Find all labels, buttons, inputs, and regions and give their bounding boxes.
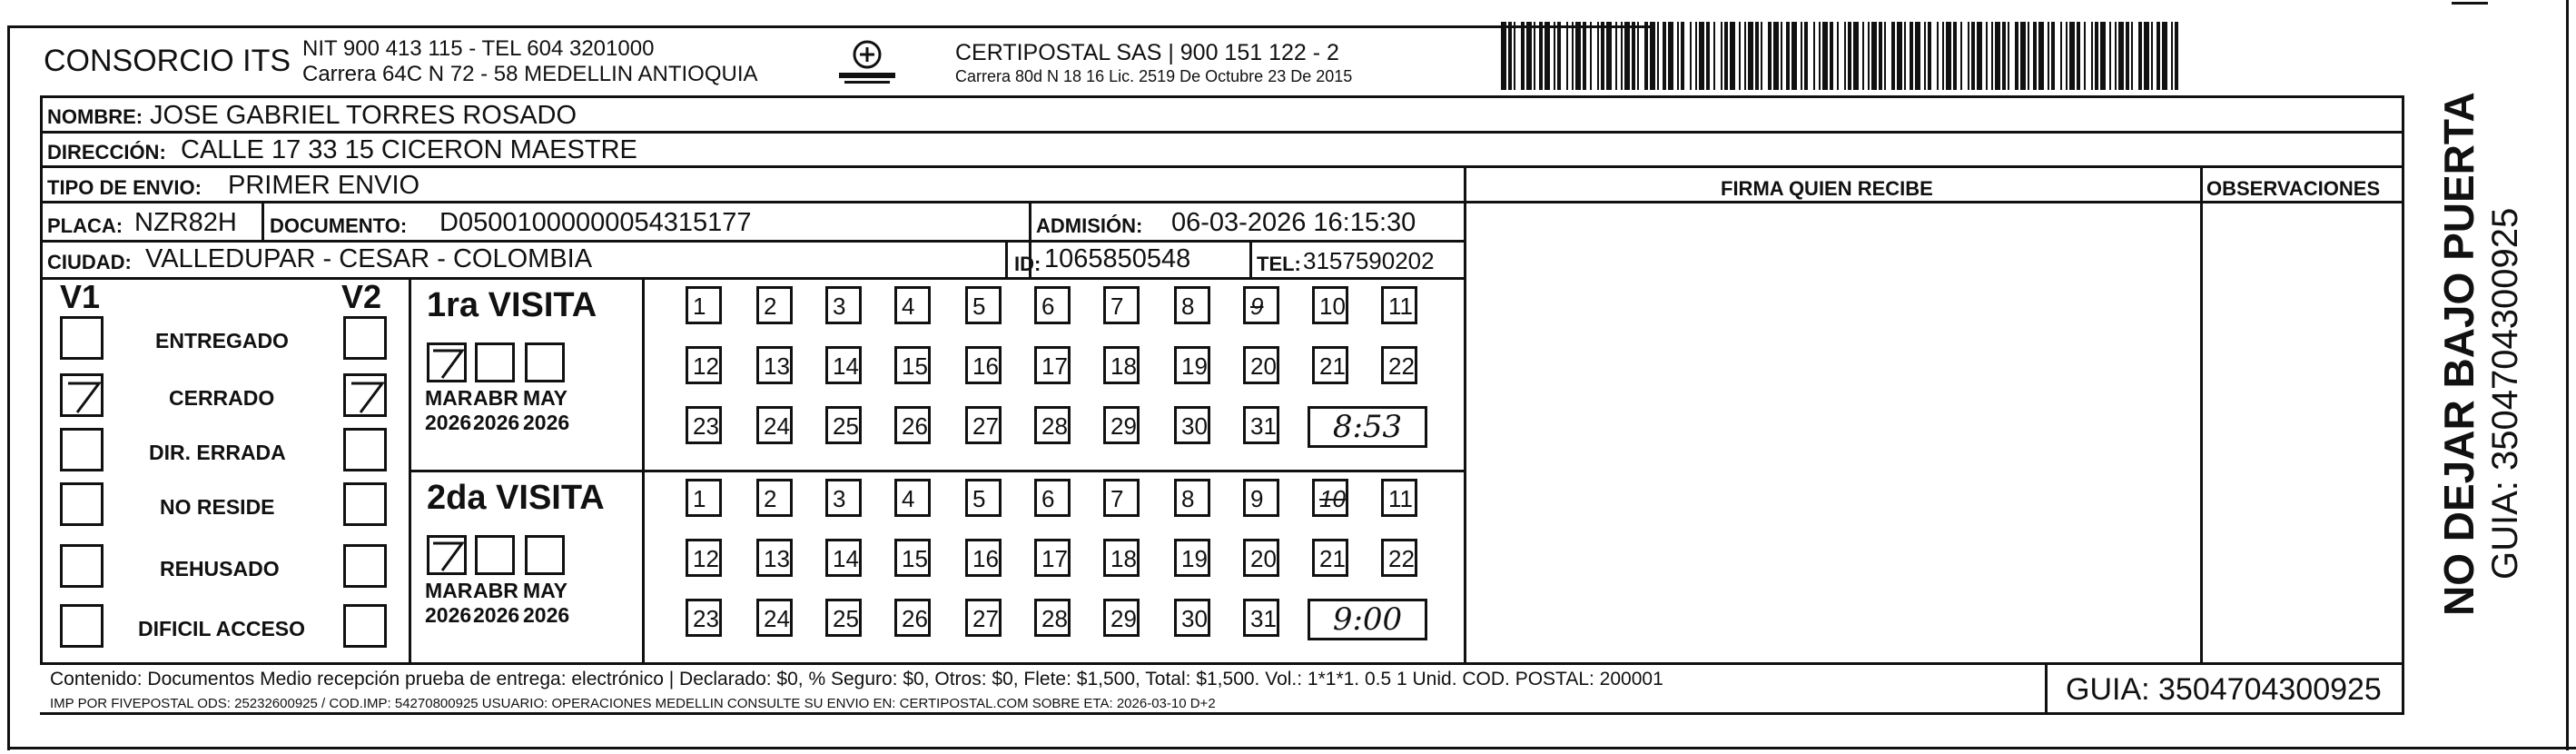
- frame-top-border: [7, 25, 1651, 28]
- day-cell[interactable]: 5: [965, 286, 1002, 324]
- frame-left-border: [7, 27, 10, 750]
- day-cell[interactable]: 9: [1243, 286, 1279, 324]
- tel-divider: [1249, 240, 1252, 277]
- nombre-value: JOSE GABRIEL TORRES ROSADO: [150, 101, 577, 130]
- footer-guia: GUIA: 3504704300925: [2066, 672, 2382, 707]
- visit-time-box[interactable]: 9:00: [1308, 599, 1427, 640]
- footer-line-2: IMP POR FIVEPOSTAL ODS: 25232600925 / COD.IMP: 54270800925 USUARIO: OPERACIONES MEDELLIN CONSULTE SU ENVIO EN: CERTIPOSTAL.COM SOBRE ETA: 2026-03-10 D+2: [50, 696, 1216, 711]
- day-cell[interactable]: 13: [756, 346, 793, 384]
- day-cell[interactable]: 2: [756, 479, 793, 517]
- day-cell[interactable]: 1: [686, 479, 722, 517]
- year-label: 2026: [523, 603, 570, 627]
- day-cell[interactable]: 24: [756, 599, 793, 637]
- v2-checkbox[interactable]: [343, 604, 387, 648]
- v1-checkbox[interactable]: [60, 428, 104, 471]
- firma-header: FIRMA QUIEN RECIBE: [1721, 177, 1933, 200]
- admision-value: 06-03-2026 16:15:30: [1171, 208, 1416, 237]
- side-guia: GUIA: 3504704300925: [2485, 207, 2525, 580]
- day-cell[interactable]: 28: [1034, 599, 1071, 637]
- table-top-border: [40, 95, 2404, 98]
- admision-label: ADMISIÓN:: [1036, 214, 1143, 237]
- day-cell[interactable]: 31: [1243, 406, 1279, 444]
- day-cell[interactable]: 12: [686, 539, 722, 577]
- month-checkbox[interactable]: [525, 535, 565, 575]
- id-label: ID:: [1014, 253, 1041, 275]
- day-cell[interactable]: 25: [825, 406, 862, 444]
- v2-checkbox[interactable]: [343, 482, 387, 526]
- visit2-title: 2da VISITA: [427, 479, 605, 517]
- footer-guia-divider: [2045, 662, 2048, 713]
- id-divider: [1005, 240, 1008, 277]
- year-label: 2026: [473, 411, 520, 434]
- visit-time-box[interactable]: 8:53: [1308, 406, 1427, 448]
- tel-label: TEL:: [1257, 253, 1301, 275]
- frame-bottom-border: [7, 747, 2576, 749]
- id-value: 1065850548: [1044, 244, 1191, 273]
- day-cell[interactable]: 18: [1103, 539, 1140, 577]
- day-cell[interactable]: 22: [1381, 539, 1417, 577]
- v1-checkbox[interactable]: [60, 316, 104, 360]
- v1-checkbox[interactable]: [60, 604, 104, 648]
- year-label: 2026: [473, 603, 520, 627]
- day-cell[interactable]: 13: [756, 539, 793, 577]
- visit-separator: [409, 470, 1466, 472]
- day-cell[interactable]: 10: [1312, 286, 1348, 324]
- day-cell[interactable]: 6: [1034, 479, 1071, 517]
- year-label: 2026: [425, 411, 472, 434]
- v2-heading: V2: [341, 278, 382, 315]
- status-option-label: DIFICIL ACCESO: [138, 617, 306, 640]
- frame-top-right-edge: [2452, 2, 2488, 5]
- placa-label: PLACA:: [47, 214, 123, 237]
- observaciones-column-left: [2200, 165, 2203, 662]
- day-cell[interactable]: 27: [965, 599, 1002, 637]
- day-cell[interactable]: 15: [894, 539, 931, 577]
- day-cell[interactable]: 6: [1034, 286, 1071, 324]
- month-checkbox[interactable]: [525, 342, 565, 382]
- v2-checkbox[interactable]: [343, 544, 387, 588]
- day-cell[interactable]: 4: [894, 479, 931, 517]
- day-cell[interactable]: 8: [1174, 286, 1210, 324]
- day-cell[interactable]: 7: [1103, 479, 1140, 517]
- day-cell[interactable]: 7: [1103, 286, 1140, 324]
- observaciones-header: OBSERVACIONES: [2206, 177, 2381, 200]
- day-cell[interactable]: 19: [1174, 539, 1210, 577]
- direccion-label: DIRECCIÓN:: [47, 141, 166, 164]
- nombre-label: NOMBRE:: [47, 105, 143, 128]
- day-cell[interactable]: 10: [1312, 479, 1348, 517]
- day-cell[interactable]: 9: [1243, 479, 1279, 517]
- row-line-3: [40, 201, 1466, 203]
- placa-value: NZR82H: [134, 208, 237, 237]
- day-cell[interactable]: 14: [825, 346, 862, 384]
- firma-column-left: [1464, 165, 1466, 662]
- month-checkbox[interactable]: [475, 535, 515, 575]
- day-cell[interactable]: 21: [1312, 539, 1348, 577]
- day-cell[interactable]: 11: [1381, 479, 1417, 517]
- day-cell[interactable]: 12: [686, 346, 722, 384]
- month-checkbox[interactable]: [427, 342, 467, 382]
- day-cell[interactable]: 18: [1103, 346, 1140, 384]
- day-cell[interactable]: 11: [1381, 286, 1417, 324]
- v2-checkbox[interactable]: [343, 316, 387, 360]
- barcode: [1501, 22, 2180, 90]
- side-warning: NO DEJAR BAJO PUERTA: [2435, 92, 2482, 616]
- company-name: CONSORCIO ITS: [44, 44, 291, 78]
- month-label: ABR: [473, 386, 518, 410]
- visit1-title: 1ra VISITA: [427, 286, 597, 324]
- month-label: MAY: [523, 386, 568, 410]
- month-label: MAR: [425, 579, 473, 602]
- day-cell[interactable]: 1: [686, 286, 722, 324]
- day-cell[interactable]: 31: [1243, 599, 1279, 637]
- day-cell[interactable]: 21: [1312, 346, 1348, 384]
- day-cell[interactable]: 25: [825, 599, 862, 637]
- day-cell[interactable]: 30: [1174, 406, 1210, 444]
- day-cell[interactable]: 30: [1174, 599, 1210, 637]
- v2-checkbox[interactable]: [343, 373, 387, 417]
- month-label: MAR: [425, 386, 473, 410]
- tel-value: 3157590202: [1303, 247, 1435, 274]
- day-cell[interactable]: 24: [756, 406, 793, 444]
- day-cell[interactable]: 8: [1174, 479, 1210, 517]
- day-cell[interactable]: 23: [686, 406, 722, 444]
- row-line-2: [40, 165, 2404, 168]
- day-cell[interactable]: 29: [1103, 599, 1140, 637]
- status-option-label: NO RESIDE: [160, 495, 275, 519]
- carrier-line-1: CERTIPOSTAL SAS | 900 151 122 - 2: [955, 40, 1339, 65]
- day-cell[interactable]: 16: [965, 346, 1002, 384]
- v2-checkbox[interactable]: [343, 428, 387, 471]
- tipo-envio-value: PRIMER ENVIO: [228, 171, 420, 200]
- company-line-2: Carrera 64C N 72 - 58 MEDELLIN ANTIOQUIA: [302, 62, 758, 86]
- footer-line-1: Contenido: Documentos Medio recepción prueba de entrega: electrónico | Declarado: $0, % Seguro: $0, Otros: $0, Flete: $1,500, Total: $1,500. Vol.: 1*1*1. 0.5 1 Unid. COD. POSTAL: 200001: [50, 669, 1663, 690]
- day-cell[interactable]: 2: [756, 286, 793, 324]
- footer-bottom-line: [40, 712, 2404, 715]
- day-cell[interactable]: 15: [894, 346, 931, 384]
- ciudad-label: CIUDAD:: [47, 251, 132, 273]
- day-cell[interactable]: 4: [894, 286, 931, 324]
- status-option-label: CERRADO: [169, 386, 275, 410]
- v1-heading: V1: [60, 278, 101, 315]
- month-checkbox[interactable]: [427, 535, 467, 575]
- documento-value: D05001000000054315177: [439, 208, 752, 237]
- row-line-1: [40, 131, 2404, 134]
- status-option-label: ENTREGADO: [155, 329, 289, 352]
- month-label: MAY: [523, 579, 568, 602]
- ciudad-value: VALLEDUPAR - CESAR - COLOMBIA: [145, 244, 593, 273]
- year-label: 2026: [425, 603, 472, 627]
- v1-checkbox[interactable]: [60, 373, 104, 417]
- carrier-line-2: Carrera 80d N 18 16 Lic. 2519 De Octubre 23 De 2015: [955, 67, 1353, 85]
- row-line-5: [40, 277, 1466, 280]
- table-left-border: [40, 95, 43, 662]
- month-label: ABR: [473, 579, 518, 602]
- year-label: 2026: [523, 411, 570, 434]
- day-cell[interactable]: 28: [1034, 406, 1071, 444]
- day-cell[interactable]: 5: [965, 479, 1002, 517]
- day-cell[interactable]: 26: [894, 599, 931, 637]
- footer-top-line: [40, 662, 2404, 665]
- documento-label: DOCUMENTO:: [270, 214, 408, 237]
- status-option-label: DIR. ERRADA: [149, 441, 286, 464]
- day-cell[interactable]: 19: [1174, 346, 1210, 384]
- day-cell[interactable]: 17: [1034, 346, 1071, 384]
- company-line-1: NIT 900 413 115 - TEL 604 3201000: [302, 36, 655, 61]
- placa-divider: [262, 201, 264, 240]
- certipostal-logo: [835, 36, 899, 87]
- month-checkbox[interactable]: [475, 342, 515, 382]
- row-line-3b: [1466, 201, 2404, 203]
- v1-checkbox[interactable]: [60, 544, 104, 588]
- day-cell[interactable]: 3: [825, 479, 862, 517]
- status-option-label: REHUSADO: [160, 557, 280, 580]
- day-cell[interactable]: 29: [1103, 406, 1140, 444]
- day-cell[interactable]: 20: [1243, 346, 1279, 384]
- direccion-value: CALLE 17 33 15 CICERON MAESTRE: [181, 135, 637, 164]
- table-right-border: [2402, 95, 2404, 713]
- day-cell[interactable]: 27: [965, 406, 1002, 444]
- day-cell[interactable]: 26: [894, 406, 931, 444]
- tipo-envio-label: TIPO DE ENVIO:: [47, 176, 202, 199]
- day-cell[interactable]: 17: [1034, 539, 1071, 577]
- day-cell[interactable]: 23: [686, 599, 722, 637]
- day-cell[interactable]: 22: [1381, 346, 1417, 384]
- frame-right-border: [2566, 0, 2569, 750]
- day-cell[interactable]: 20: [1243, 539, 1279, 577]
- day-cell[interactable]: 16: [965, 539, 1002, 577]
- v1-checkbox[interactable]: [60, 482, 104, 526]
- day-cell[interactable]: 3: [825, 286, 862, 324]
- day-cell[interactable]: 14: [825, 539, 862, 577]
